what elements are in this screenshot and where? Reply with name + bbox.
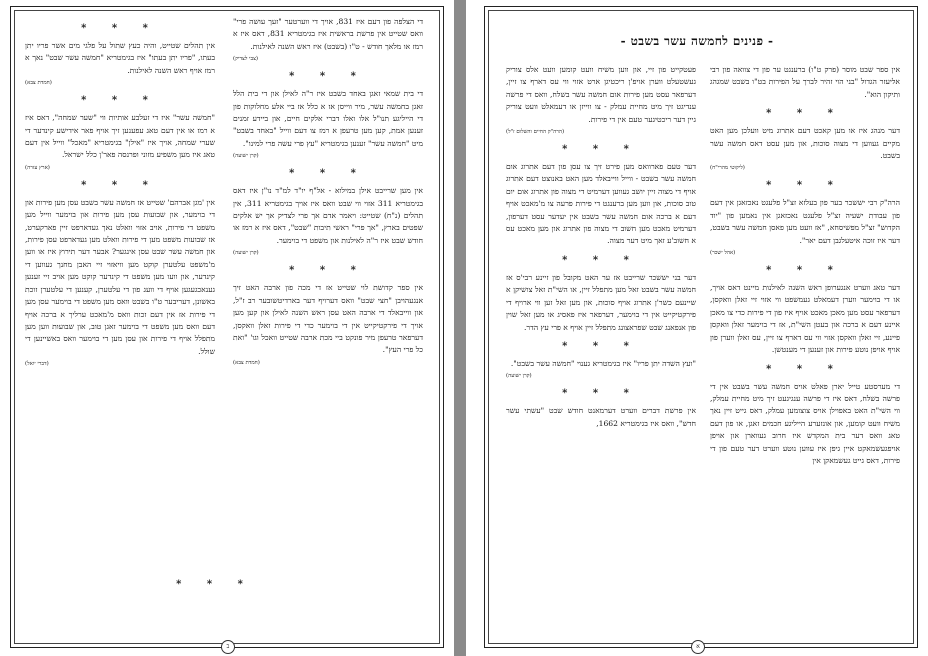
section-divider-stars: * * * — [562, 340, 640, 352]
section-divider-stars: * * * — [81, 23, 159, 34]
source-citation: (אהל ישכר) — [710, 250, 736, 257]
left-column — [506, 64, 696, 624]
section-divider-stars: * * * — [562, 388, 640, 400]
left-column — [25, 16, 215, 536]
page-heading: - פנינים לחמשה עשר בשבט - — [620, 34, 774, 48]
paragraph: "חמשה עשר" איז די זעלבע אותיות ווי "שער שמחה", דאס איז א רמז או אין דעם טאג עפענען זיך אויף פאר אידישע קינדער די שערי שמחה, אויך איז "אילן" בגימטריא "מאכל" ווייל אין דעם טאג איז מען משפיע מזוני ופרנסה פאר'ן כלל ישראל. — [25, 113, 215, 160]
paragraph: אין ספר שבט מוסר (פרק ט"ו) ברענגט ער פון די צוואה פון רבי אליעזר הגדול "בני הוי זהיר לברך על הפירות בט"ו בשבט שמגהג ותיקון הוא". — [710, 65, 900, 99]
paragraph: די הצלפה פון דעם איז 831, אויך די ווערטער "זעך עושה פרי" וואס שטייט אין פרשת בראשית איז בגימטריא 831, דאס איז א רמז או מלאך חודש - ט"ו (בשבט) איז ראש השנה לאילנות. — [233, 17, 423, 51]
source-citation: (חמדת צבא) — [233, 359, 260, 366]
right-column — [233, 16, 423, 536]
paragraph: דער בני יששכר שרייבט אז ער האט מקובל פון זיינע רבי'ס אז חמשה עשר בשבט זאל מען מתפלל זיין, או השי"ת זאל צושיקן א שיינעם כשר'ן אתרוג אויף סוכות, און מען זאל זען ווי ארויף די פירקטיקייט אין די בוימער, דערפאר איז פאסיג או מען זאל שוין פון אנפאנג שבט שפראצונג מתפלל זיין אויף א פרי עץ הדר. — [506, 272, 696, 332]
section-divider-stars: * * * — [289, 71, 367, 83]
section-divider-stars: * * * — [81, 95, 159, 107]
source-citation: (קרן ישועה) — [233, 250, 259, 257]
section-divider-stars: * * * — [766, 265, 844, 277]
paragraph: פעטקייט פון זיי, און ווען משיח וועט קומען וועט אלס צוריק געשטעלט ווערן אויפ'ן ריכטיגן ארט אזוי ווי עס דארף צו זיין, דערפאר עסט מען פירות אום חמשה עשר בשלח, וואס די פרשה ענדיגט זיך מיט מחיית עמלק - צו ווייזן או דעמאלט וועט צוריק גיין דער ריכטיגער טעם אין די פירות. — [506, 65, 696, 124]
paragraph: דער טעם פארוואס מען פירט זיך צו עסן פון דעם אתרוג אום חמשה עשר בשבט - ווייל ווייבאלד מען האט באנוצט דעם אתרוג אויף די מצוה זיין יושב געווען דערמיט די מצוה פון אתרוג אום יום טוב סוכות, און ווען מען ברענגט די פירות פרעה צו מ'מאכט אויף דעם א ברכה אום חמשה עשר בשבט אין יעדער עסט דערפון, דערמיט מאכט מען חשוב די מצוה פון אתרוג און מען מאכט עס א חשוב'ע זאך מיט דער מצוה. — [506, 162, 696, 246]
section-divider-stars: * * * — [562, 144, 640, 156]
paragraph: דער מנהג איז או מען קאכט דעם אתרוג מיט וועלכן מען האט מקיים געווען די מצוה סוכות, און מען עסט דאס חמשה עשר בשבט. — [710, 126, 900, 161]
paragraph: אין ספר קדושת לוי שטייט אז די מכה פון ארבה האט זיך אנגעהויבן "חצי שבט" וואס דערויף דער בארדיטשובער רב ז"ל, און ווייבאלד די ארבה האט עסן ראש השנה לאילן און קען מען אויך די פירקטיקייט אין די בוימער כדי די פירות זאלן וואקסן, דערפאר טרעפן מיר פונקט ביי מכת ארבה שטייט וואכל וגו' "ואת כל פרי העץ". — [233, 283, 423, 355]
source-citation: (הרה"ק החיים והשלום ז"ל) — [506, 129, 565, 136]
section-divider-stars: * * * — [766, 180, 844, 192]
source-citation: (דברי יואל) — [25, 361, 49, 368]
source-citation: (חמדת צבא) — [25, 80, 52, 87]
paragraph: אין תהלים שטייט, והיה כעץ שתול על פלגי מים אשר פריו יתן בעתו, "פריו יתן בעתו" איז בגימטריא "חמשה עשר שבט" נאך א רמז אויף ראש השנה לאילנות. — [25, 41, 215, 75]
section-divider-stars: * * * — [289, 168, 367, 180]
paragraph: אין מען שרייבט אילן במילוא - אל"ף יו"ד למ"ד נו"ן איז דאס בגימטריא 311 אזוי ווי שבט וואס איז אויך בגימטריא 311, אין תהלים (נ"ח) שטייט: ויאמר אדם אך פרי לצדיק אך יש אלקים שפטים בארץ, "אך פרי" ראשי תיבות "שבט", דאס איז א רמז או חודש שבט איז ר"ה לאילנות און משפט די בוימער. — [233, 186, 423, 245]
right-column — [710, 64, 900, 594]
section-divider-stars: * * * — [176, 579, 254, 590]
page-number: א — [691, 640, 705, 654]
section-divider-stars: * * * — [81, 179, 159, 191]
source-citation: (קרן ישועה) — [233, 153, 259, 160]
left-page — [0, 0, 454, 656]
right-page — [466, 0, 928, 656]
source-citation: (קרן ישועה) — [506, 373, 532, 380]
section-divider-stars: * * * — [766, 108, 844, 120]
paragraph: אין 'מגן אברהם' שטייט אז חמשה עשר בשבט עסן מען פירות און די בוימער, און שבועות עסן מען פירות און בוימער ווייל מען משפט די פירות, אויב אזוי וואלט נאך געדארפט זיין פארקערט, אז שבועות משפט מען די פירות וואלט מען געדארפט עסן פירות, און חמשה עשר שבט עסן אינגער? אבער דער תירוץ איז או ווען מ'משפט עלטערן קוקט מען וויאזוי זיי האבן מחנך געווען די קינדער, און וועו מען משפט די קינדער קוקט מען אויב זיי זענען גענאכגעגען אויף די וועג פון די עלטערן, קענען די עלטערן זוכת באשונן, דעריבער ט"ו בשבט וואס מען משפט די בוימער עסן מען די פירות אז אין דעם זכות וואס מ'מאכט ערליך א ברכה אויף דעם וואס מען משפט די בוימער זאגן טוב, און שבועות ווען מען מתפלל אויף די פירות און עסן מען די בוימער וואס באשיינען די שולל. — [25, 197, 215, 356]
source-citation: (ארץ עזרה) — [25, 164, 50, 171]
paragraph: די מערסטע טייל יארן פאלט אויס חמשה עשר בשבט אין די פרשה בשלח, דאס איז די פרשה ענגיגעט זיך מיט מחיית עמלק, ווי השי"ת האט באפוילן אויס צוצומען עמלק, דאס גייט זיין נאך משיח וועט קומען, און אונזערע הייליגע חכמים זאגן, או פון דעם טאג וואס דער בית המקדש איז חרוב געווארן און אויפן אויפגעשמאקט איין גיפן איז עווען נוטע ווערט דער טעם פון די פירות, דאס גייט געשמאקן אין — [710, 381, 900, 465]
paragraph: אין פרשת דברים ווערט דערמאנט חודש שבט "עשתי עשר חדש", וואס איז בגימטריא 1662, — [506, 406, 696, 428]
source-citation: (צבי לצדיק) — [233, 56, 258, 63]
section-divider-stars: * * * — [562, 254, 640, 266]
page-number: ב — [221, 640, 235, 654]
paragraph: "ועץ השדה יתן פריו" איז בגימטריא גענוי "חמשה עשר בשבט". — [510, 358, 696, 368]
section-divider-stars: * * * — [766, 363, 844, 375]
section-divider-stars: * * * — [289, 265, 367, 277]
paragraph: דער טאג ווערט אנגערופן ראש השנה לאילנות מיינט דאס אויך, או די בוימער ווערן דעמאלט געמשפט ווי אזוי זיי זאלן וואקסן, דערפאר עסט מען מאכן מאכט אויף איז פון די פירות כדי צו מאכן איינע דעם א ברכה און בעטן השי"ת, אז די בוימער זאלן וואקסן פיינע, זיי זאלן וואקסן אזוי ווי עס דארף צו זיין, עס זאלן ווערן פון אויף אויפן נוטע פירות און זענען די מענטשן. — [710, 283, 900, 355]
paragraph: די בית שמאי זאגן באחד בשבט איז ר"ה לאילן און די בית הלל זאגן בחמשה עשר, מיר ווייסן אז א כלל אז ביי אלע מחלוקות פון די הייליגע תנו"ל אלו ואלו דברי אלקים חיים, און ביידע זמנים זענען אמת, קען מען טרעפן א רמז צו דעם ווייל "באחד בשבט" מיט "חמשה עשר" זענען בגימטריא "עץ פרי עשה פרי למינו". — [233, 89, 423, 148]
source-citation: (ליקוטי מהרי"ח) — [710, 165, 745, 172]
paragraph: הרה"ק רבי יששכר בער פון בעלזא זצ"ל פלעגט נאכזאגן אין דעם פון עבודת ישעיה זצ"ל פלעגט נאכזאגן אין נאמען פון "יוד הקדוש" זצ"ל מפשיסחא, "אז וועט מען פאסן חמשה עשר בשבט, דער איז זוכה איטעלגבן דעם יאר". — [710, 198, 900, 245]
